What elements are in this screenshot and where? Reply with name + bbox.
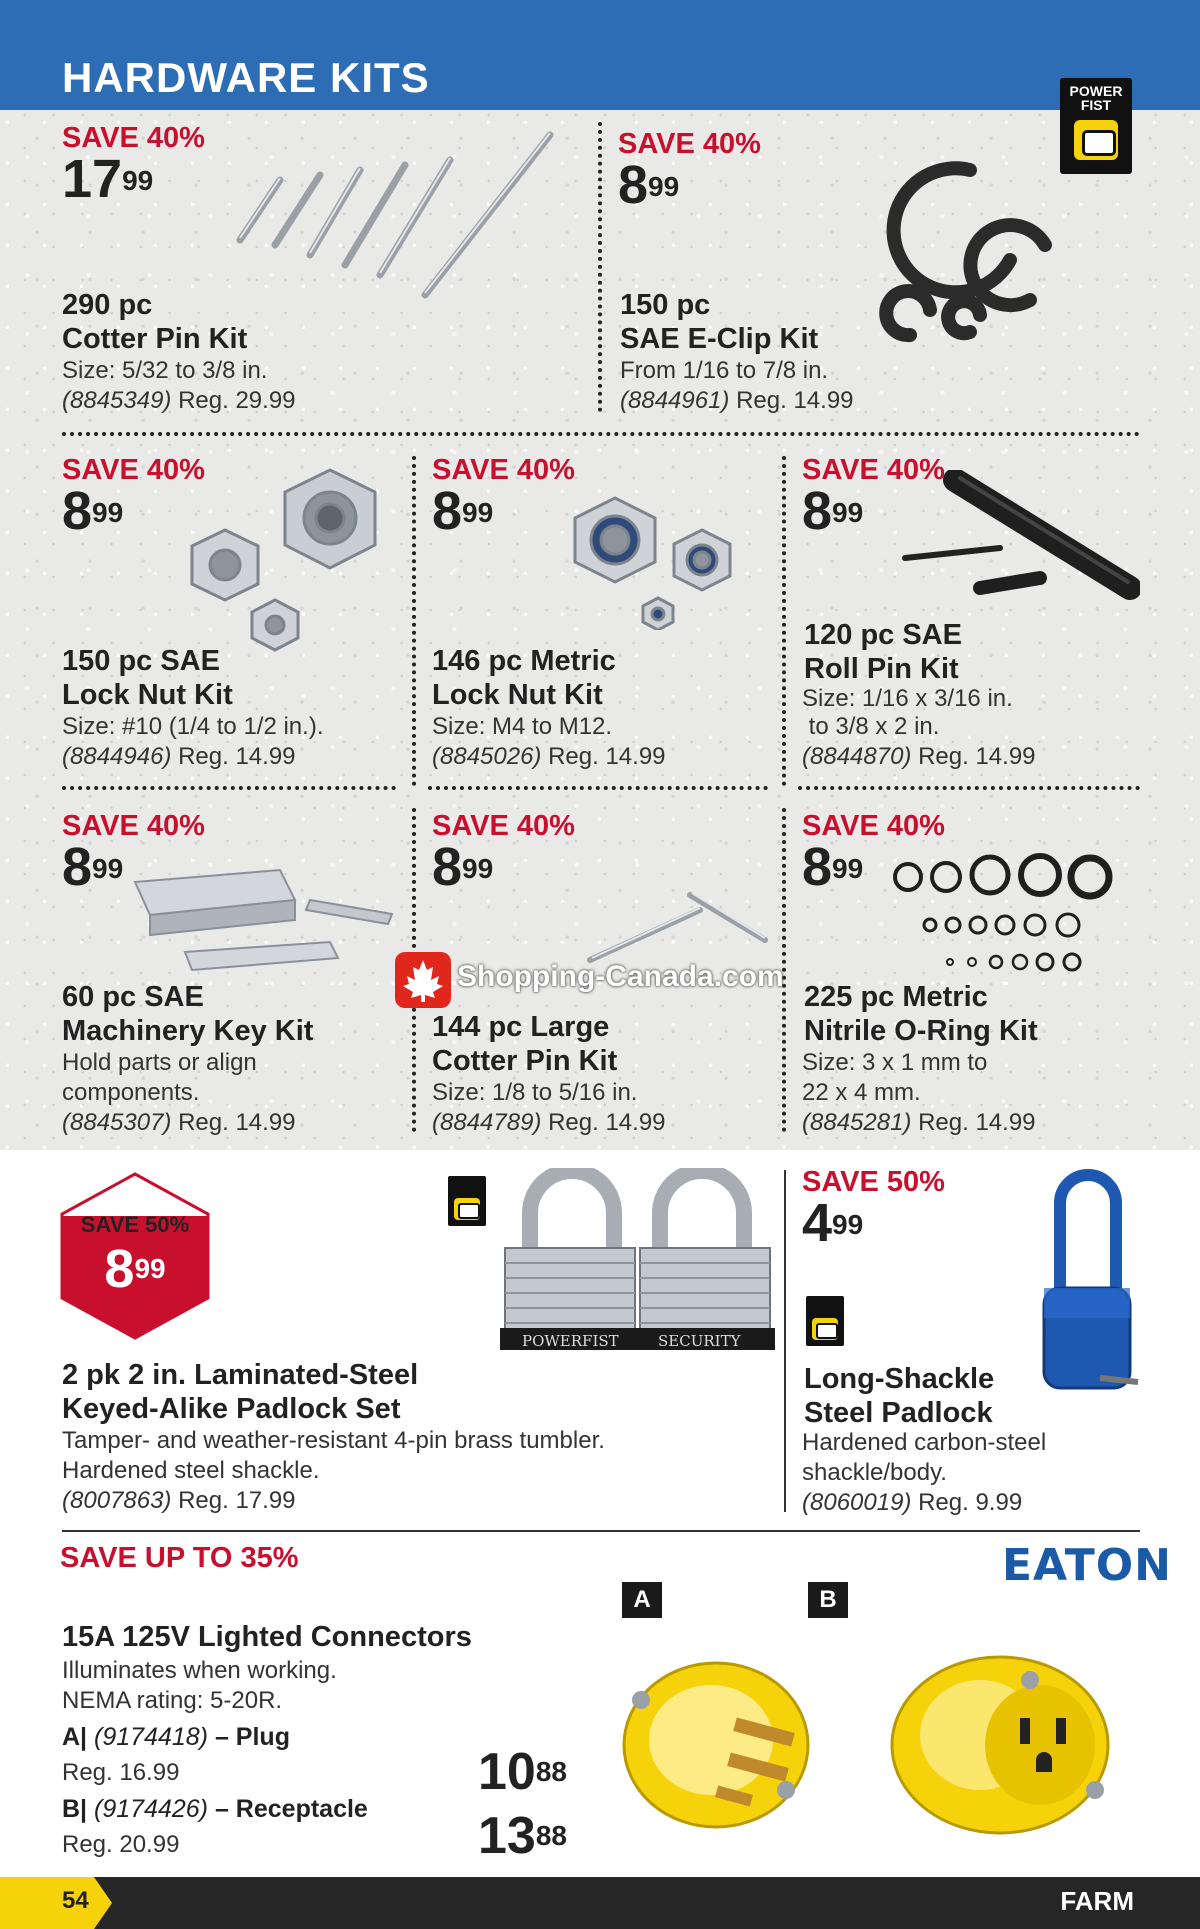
- product-size: Size: 3 x 1 mm to: [802, 1049, 988, 1076]
- page-number: 54: [62, 1887, 89, 1914]
- lock-nut-image: [180, 460, 400, 660]
- product-title-line1: 146 pc Metric: [432, 645, 616, 677]
- product-title-line1: Long-Shackle: [804, 1363, 995, 1395]
- product-title-line2: Cotter Pin Kit: [432, 1045, 618, 1077]
- variant-b-price: $13^{88}$: [478, 1807, 567, 1865]
- product-title-line2: Machinery Key Kit: [62, 1015, 314, 1047]
- divider-horizontal: [62, 1530, 1140, 1532]
- product-sku-reg: (8844946) Reg. 14.99: [62, 743, 296, 770]
- eaton-logo: EATON: [1002, 1540, 1172, 1591]
- page-title: HARDWARE KITS: [62, 54, 430, 101]
- product-sku-reg: (8845307) Reg. 14.99: [62, 1109, 296, 1136]
- divider-vertical: [598, 122, 602, 412]
- long-shackle-padlock-image: [1030, 1168, 1140, 1400]
- section-label: FARM: [1060, 1886, 1134, 1916]
- save-badge: SAVE 40%: [802, 454, 945, 486]
- sale-price: $4^{99}$: [802, 1193, 864, 1253]
- product-sku-reg: (8844870) Reg. 14.99: [802, 743, 1036, 770]
- roll-pin-image: [900, 470, 1140, 610]
- product-size-cont: to 3/8 x 2 in.: [802, 713, 940, 740]
- product-title-line2: Roll Pin Kit: [804, 653, 959, 685]
- sale-price: $8^{99}$: [802, 837, 864, 897]
- save-badge: SAVE 50%: [80, 1212, 190, 1237]
- save-badge: SAVE 50%: [802, 1166, 945, 1198]
- save-badge: SAVE UP TO 35%: [60, 1542, 299, 1574]
- product-desc-cont: NEMA rating: 5-20R.: [62, 1687, 283, 1714]
- product-title-line1: 60 pc SAE: [62, 981, 204, 1013]
- divider-horizontal: [428, 786, 768, 790]
- variant-a-line: A| (9174418) – Plug: [62, 1723, 290, 1751]
- page-number-tab: [0, 1877, 112, 1929]
- save-badge: SAVE 40%: [62, 454, 205, 486]
- product-sku-reg: (8845026) Reg. 14.99: [432, 743, 666, 770]
- metric-lock-nut-image: [560, 490, 760, 630]
- product-title-line2: Steel Padlock: [804, 1397, 993, 1429]
- maple-leaf-icon: [395, 952, 451, 1008]
- receptacle-connector-image: [880, 1640, 1120, 1840]
- variant-a-price: $10^{88}$: [478, 1743, 567, 1801]
- sale-price: $8^{99}$: [432, 837, 494, 897]
- product-title-line1: 2 pk 2 in. Laminated-Steel: [62, 1359, 419, 1391]
- save-badge: SAVE 40%: [432, 454, 575, 486]
- product-desc: Tamper- and weather-resistant 4-pin brass tumbler.: [62, 1427, 605, 1454]
- save-badge: SAVE 40%: [432, 810, 575, 842]
- sale-price: $8^{99}$: [62, 837, 124, 897]
- sale-price: $8^{99}$: [432, 481, 494, 541]
- sale-price: $8^{99}$: [62, 481, 124, 541]
- divider-horizontal: [798, 786, 1140, 790]
- power-fist-logo-small: [448, 1176, 486, 1226]
- product-sku-reg: (8845349) Reg. 29.99: [62, 387, 296, 414]
- divider-vertical: [784, 1170, 786, 1512]
- product-size: Size: #10 (1/4 to 1/2 in.).: [62, 713, 324, 740]
- divider-horizontal: [62, 432, 1140, 436]
- divider-horizontal: [62, 786, 396, 790]
- e-clip-image: [870, 150, 1090, 350]
- product-size: From 1/16 to 7/8 in.: [620, 357, 829, 384]
- sale-price: $8^{99}$: [618, 155, 680, 215]
- product-desc: Illuminates when working.: [62, 1657, 337, 1684]
- padlock-engraving: POWERFIST: [522, 1332, 619, 1350]
- cotter-pin-image: [220, 125, 580, 305]
- product-sku-reg: (8060019) Reg. 9.99: [802, 1489, 1023, 1516]
- save-badge: SAVE 40%: [802, 810, 945, 842]
- product-sku-reg: (8844789) Reg. 14.99: [432, 1109, 666, 1136]
- sale-price: $8^{99}$: [104, 1239, 166, 1299]
- product-title-line1: 225 pc Metric: [804, 981, 988, 1013]
- product-title-line2: SAE E-Clip Kit: [620, 323, 819, 355]
- product-title-line1: 150 pc: [620, 289, 711, 321]
- sale-price: $17^{99}$: [62, 149, 154, 209]
- sale-price: $8^{99}$: [802, 481, 864, 541]
- divider-vertical: [412, 456, 416, 786]
- product-title-line2: Lock Nut Kit: [432, 679, 603, 711]
- product-title-line2: Nitrile O-Ring Kit: [804, 1015, 1038, 1047]
- product-size: Size: 5/32 to 3/8 in.: [62, 357, 268, 384]
- product-size: Size: 1/16 x 3/16 in.: [802, 685, 1013, 712]
- product-desc: Hardened carbon-steel: [802, 1429, 1047, 1456]
- page-footer: [0, 1877, 1200, 1929]
- power-fist-logo-small: [806, 1296, 844, 1346]
- product-sku-reg: (8845281) Reg. 14.99: [802, 1109, 1036, 1136]
- watermark: [395, 952, 805, 1008]
- machinery-key-image: [130, 860, 400, 980]
- variant-b-reg: Reg. 20.99: [62, 1831, 180, 1858]
- save-badge: SAVE 40%: [618, 128, 761, 160]
- product-title-line2: Lock Nut Kit: [62, 679, 233, 711]
- product-desc-cont: Hardened steel shackle.: [62, 1457, 320, 1484]
- product-size: Size: 1/8 to 5/16 in.: [432, 1079, 638, 1106]
- product-title-line1: 150 pc SAE: [62, 645, 220, 677]
- product-sku-reg: (8007863) Reg. 17.99: [62, 1487, 296, 1514]
- variant-a-label: A: [622, 1582, 662, 1618]
- save-badge: SAVE 40%: [62, 810, 205, 842]
- variant-a-reg: Reg. 16.99: [62, 1759, 180, 1786]
- product-sku-reg: (8844961) Reg. 14.99: [620, 387, 854, 414]
- product-desc-cont: components.: [62, 1079, 200, 1106]
- plug-connector-image: [616, 1640, 836, 1840]
- power-fist-logo-text: POWER FIST: [1069, 83, 1123, 113]
- product-desc: Hold parts or align: [62, 1049, 257, 1076]
- product-title-line1: 144 pc Large: [432, 1011, 610, 1043]
- product-desc-cont: shackle/body.: [802, 1459, 947, 1486]
- variant-b-line: B| (9174426) – Receptacle: [62, 1795, 368, 1823]
- product-title-line2: Keyed-Alike Padlock Set: [62, 1393, 401, 1425]
- product-title-line1: 120 pc SAE: [804, 619, 962, 651]
- product-size: Size: M4 to M12.: [432, 713, 613, 740]
- padlock-engraving: SECURITY: [658, 1332, 741, 1350]
- o-ring-image: [890, 852, 1140, 982]
- product-title: 15A 125V Lighted Connectors: [62, 1621, 472, 1653]
- product-title-line2: Cotter Pin Kit: [62, 323, 248, 355]
- save-badge: SAVE 40%: [62, 122, 205, 154]
- product-title-line1: 290 pc: [62, 289, 153, 321]
- divider-vertical: [782, 456, 786, 786]
- watermark-text: Shopping-Canada.com: [457, 960, 784, 993]
- product-size-cont: 22 x 4 mm.: [802, 1079, 921, 1106]
- variant-b-label: B: [808, 1582, 848, 1618]
